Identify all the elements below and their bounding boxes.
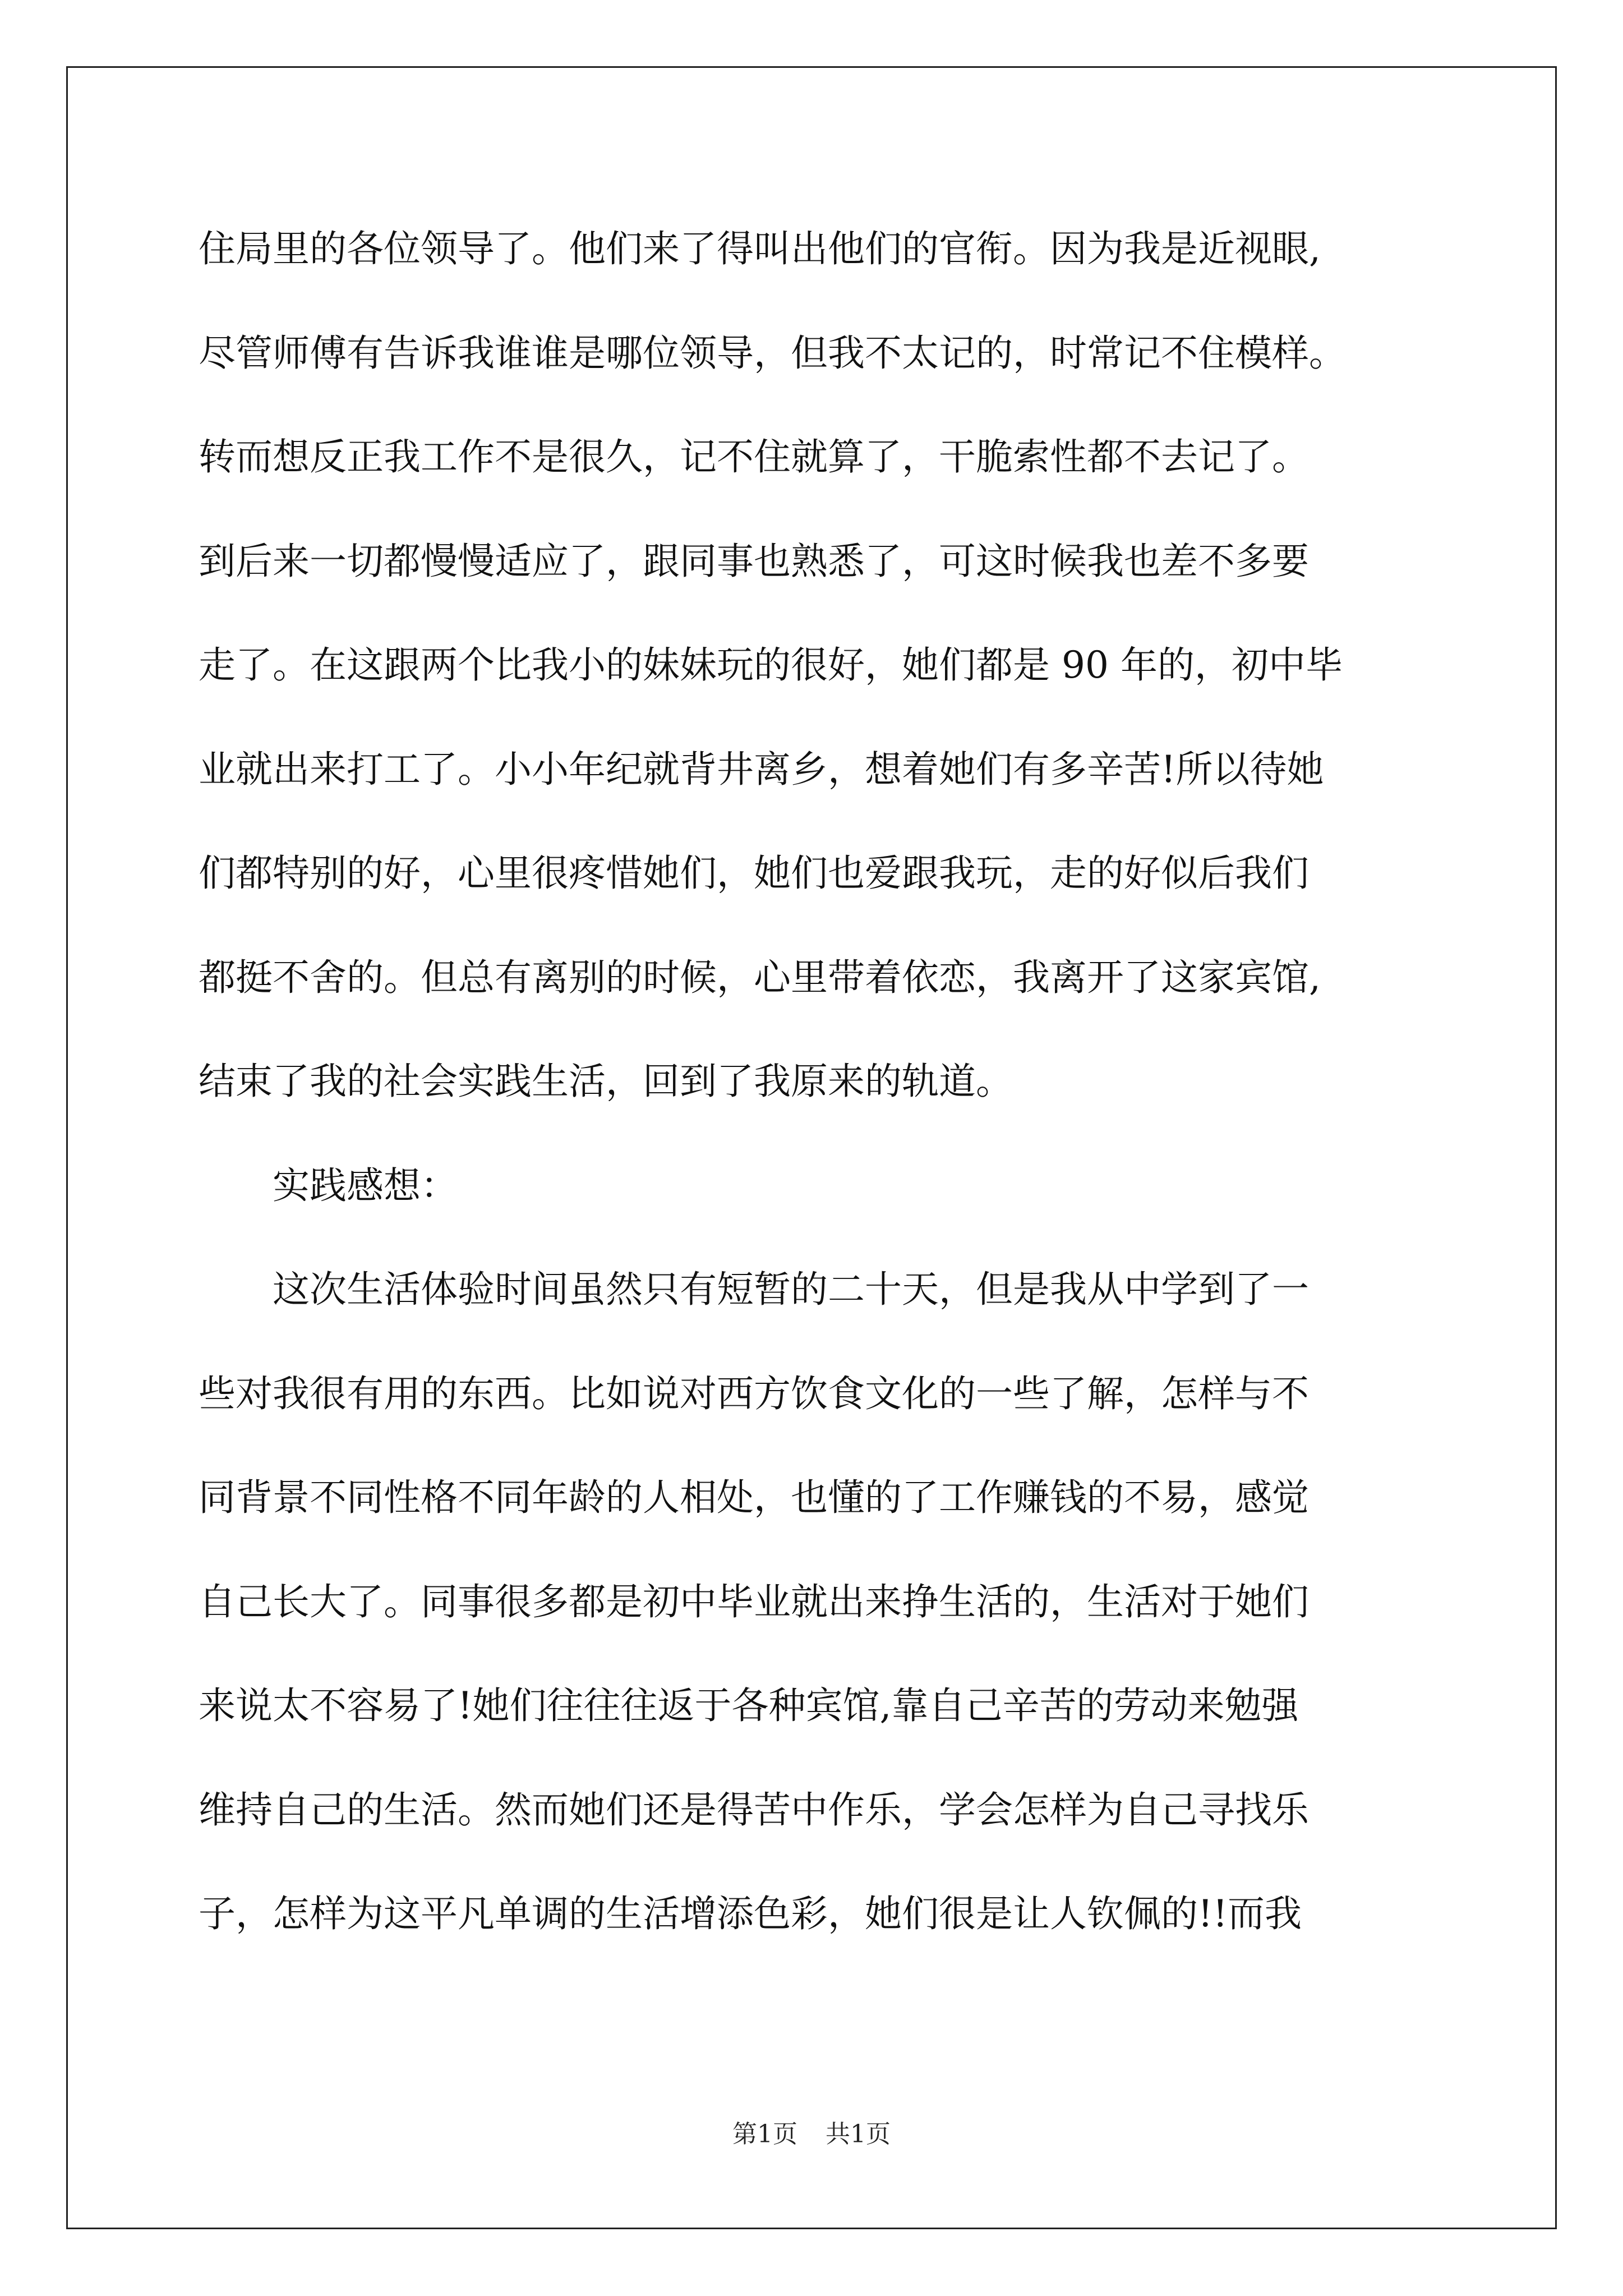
text-line: 住局里的各位领导了。他们来了得叫出他们的官衔。因为我是近视眼, bbox=[199, 227, 1321, 270]
text-line: 结束了我的社会实践生活，回到了我原来的轨道。 bbox=[199, 1060, 1013, 1103]
text-line: 走了。在这跟两个比我小的妹妹玩的很好，她们都是 90 年的，初中毕 bbox=[199, 643, 1343, 687]
text-line: 些对我很有用的东西。比如说对西方饮食文化的一些了解，怎样与不 bbox=[199, 1372, 1309, 1415]
document-body bbox=[199, 219, 1432, 1988]
text-line: 来说太不容易了!她们往往往返于各种宾馆,靠自己辛苦的劳动来勉强 bbox=[199, 1684, 1299, 1727]
text-line: 尽管师傅有告诉我谁谁是哪位领导，但我不太记的，时常记不住模样。 bbox=[199, 331, 1346, 375]
text-line: 到后来一切都慢慢适应了，跟同事也熟悉了，可这时候我也差不多要 bbox=[199, 539, 1309, 583]
text-line: 们都特别的好，心里很疼惜她们，她们也爱跟我玩，走的好似后我们 bbox=[199, 852, 1309, 895]
text-line: 自己长大了。同事很多都是初中毕业就出来挣生活的，生活对于她们 bbox=[199, 1580, 1309, 1623]
text-line: 都挺不舍的。但总有离别的时候，心里带着依恋，我离开了这家宾馆, bbox=[199, 955, 1321, 999]
text-line: 子，怎样为这平凡单调的生活增添色彩，她们很是让人钦佩的!!而我 bbox=[199, 1892, 1302, 1935]
text-line: 这次生活体验时间虽然只有短暂的二十天，但是我从中学到了一 bbox=[199, 1268, 1309, 1311]
text-line: 维持自己的生活。然而她们还是得苦中作乐，学会怎样为自己寻找乐 bbox=[199, 1788, 1309, 1832]
text-line: 业就出来打工了。小小年纪就背井离乡，想着她们有多辛苦!所以待她 bbox=[199, 747, 1324, 791]
page-total: 共1页 bbox=[826, 2120, 891, 2148]
page-footer bbox=[0, 2114, 1623, 2150]
section-heading: 实践感想： bbox=[199, 1163, 458, 1207]
page-number: 第1页 bbox=[732, 2120, 797, 2148]
text-line: 转而想反正我工作不是很久，记不住就算了，干脆索性都不去记了。 bbox=[199, 435, 1309, 478]
text-line: 同背景不同性格不同年龄的人相处，也懂的了工作赚钱的不易，感觉 bbox=[199, 1476, 1309, 1519]
